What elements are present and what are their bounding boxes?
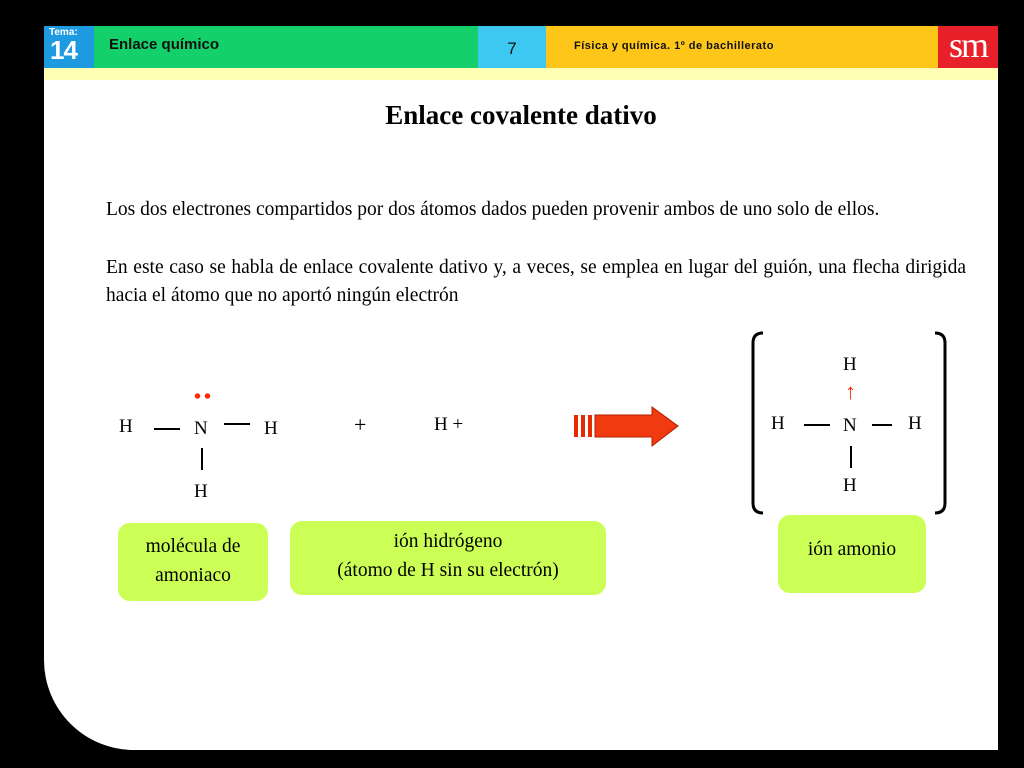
label-hydrogen-line2: (átomo de H sin su electrón) xyxy=(337,560,559,581)
tema-number: 14 xyxy=(50,35,77,65)
label-ammonia-line1: molécula de xyxy=(145,536,241,557)
page-number: 7 xyxy=(478,26,546,68)
ammonia-n: N xyxy=(194,418,208,439)
label-ammonia-line2: amoniaco xyxy=(155,565,231,586)
ammonium-n: N xyxy=(843,415,857,436)
topic-title: Enlace químico xyxy=(94,26,478,68)
paragraph-2: En este caso se habla de enlace covalente dativo y, a veces, se emplea en lugar del guión, una flecha dirigida hacia el átomo que no aportó ningún electrón xyxy=(106,257,966,306)
label-hydrogen-line1: ión hidrógeno xyxy=(393,531,503,552)
subject-label: Física y química. 1º de bachillerato xyxy=(546,26,938,68)
header-bar xyxy=(44,26,998,68)
publisher-logo: sm xyxy=(938,26,998,68)
ammonia-h-left: H xyxy=(119,416,133,437)
ammonium-h-right: H xyxy=(908,413,922,434)
ammonium-h-top: H xyxy=(843,354,857,375)
ammonia-h-right: H xyxy=(264,418,278,439)
ammonium-h-left: H xyxy=(771,413,785,434)
header-band xyxy=(44,68,998,80)
bond-line xyxy=(850,446,852,468)
proton: H + xyxy=(434,414,464,435)
bond-line xyxy=(872,424,892,426)
bond-line xyxy=(201,448,203,470)
ammonia-h-bottom: H xyxy=(194,481,208,502)
slide-frame xyxy=(10,10,1012,758)
slide-page xyxy=(44,26,998,750)
bond-line xyxy=(804,424,830,426)
reaction-arrow-icon xyxy=(574,406,680,448)
lone-pair-dots: •• xyxy=(194,386,215,408)
bond-line xyxy=(224,423,250,425)
paragraph-1: Los dos electrones compartidos por dos átomos dados pueden provenir ambos de uno solo de ellos. xyxy=(106,199,880,220)
ammonium-h-bottom: H xyxy=(843,475,857,496)
bond-line xyxy=(154,428,180,430)
dative-arrow-icon: ↑ xyxy=(845,379,856,404)
page-title: Enlace covalente dativo xyxy=(385,100,657,130)
tema-label: Tema: xyxy=(49,27,78,38)
label-ammonia xyxy=(118,523,268,601)
tema-badge xyxy=(44,26,94,68)
plus-sign: + xyxy=(354,412,367,437)
label-ammonium-ion: ión amonio xyxy=(778,515,926,593)
label-hydrogen-ion xyxy=(290,521,606,595)
